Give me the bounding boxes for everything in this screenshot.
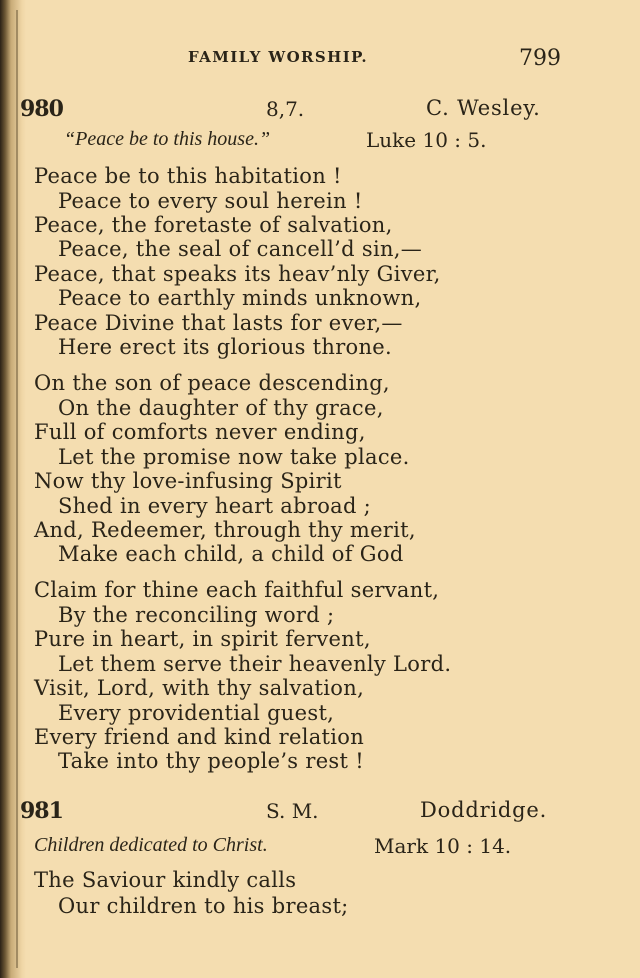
verse-line: Now thy love-infusing Spirit (34, 469, 342, 493)
page-binding-edge (0, 0, 26, 978)
hymn-title: “Peace be to this house.” (64, 128, 271, 150)
hymn-title: Children dedicated to Christ. (34, 834, 268, 856)
verse-line: Peace to every soul herein ! (58, 189, 363, 213)
verse-line: On the son of peace descending, (34, 371, 390, 395)
page-number: 799 (519, 46, 561, 71)
binding-line (16, 10, 18, 968)
verse-line: And, Redeemer, through thy merit, (34, 518, 416, 542)
verse-line: By the reconciling word ; (58, 603, 335, 627)
verse-line: Our children to his breast; (58, 894, 349, 918)
verse-line: On the daughter of thy grace, (58, 396, 384, 420)
verse-line: Let them serve their heavenly Lord. (58, 652, 452, 676)
running-title: FAMILY WORSHIP. (188, 48, 368, 66)
hymn-author: C. Wesley. (426, 96, 541, 120)
verse-line: Peace, the foretaste of salvation, (34, 213, 393, 237)
hymn-number: 980 (20, 96, 63, 122)
verse-line: Here erect its glorious throne. (58, 335, 393, 359)
hymn-author: Doddridge. (420, 798, 548, 822)
verse-line: Visit, Lord, with thy salvation, (34, 676, 365, 700)
verse-line: Peace be to this habitation ! (34, 164, 342, 188)
scripture-reference: Luke 10 : 5. (366, 128, 487, 152)
verse-line: Peace to earthly minds unknown, (58, 286, 422, 310)
verse-line: Peace Divine that lasts for ever,— (34, 311, 403, 335)
verse-line: Shed in every heart abroad ; (58, 494, 372, 518)
verse-line: The Saviour kindly calls (34, 868, 297, 892)
verse-line: Peace, that speaks its heav’nly Giver, (34, 262, 441, 286)
verse-line: Peace, the seal of cancell’d sin,— (58, 237, 423, 261)
hymn-number: 981 (20, 798, 63, 824)
verse-line: Let the promise now take place. (58, 445, 410, 469)
verse-line: Pure in heart, in spirit fervent, (34, 627, 371, 651)
hymn-meter: S. M. (266, 799, 319, 823)
verse-line: Every providential guest, (58, 701, 335, 725)
hymn-meter: 8,7. (266, 97, 305, 121)
verse-line: Take into thy people’s rest ! (58, 749, 364, 773)
verse-line: Claim for thine each faithful servant, (34, 578, 440, 602)
verse-line: Full of comforts never ending, (34, 420, 366, 444)
scripture-reference: Mark 10 : 14. (374, 834, 512, 858)
verse-line: Make each child, a child of God (58, 542, 404, 566)
verse-line: Every friend and kind relation (34, 725, 365, 749)
